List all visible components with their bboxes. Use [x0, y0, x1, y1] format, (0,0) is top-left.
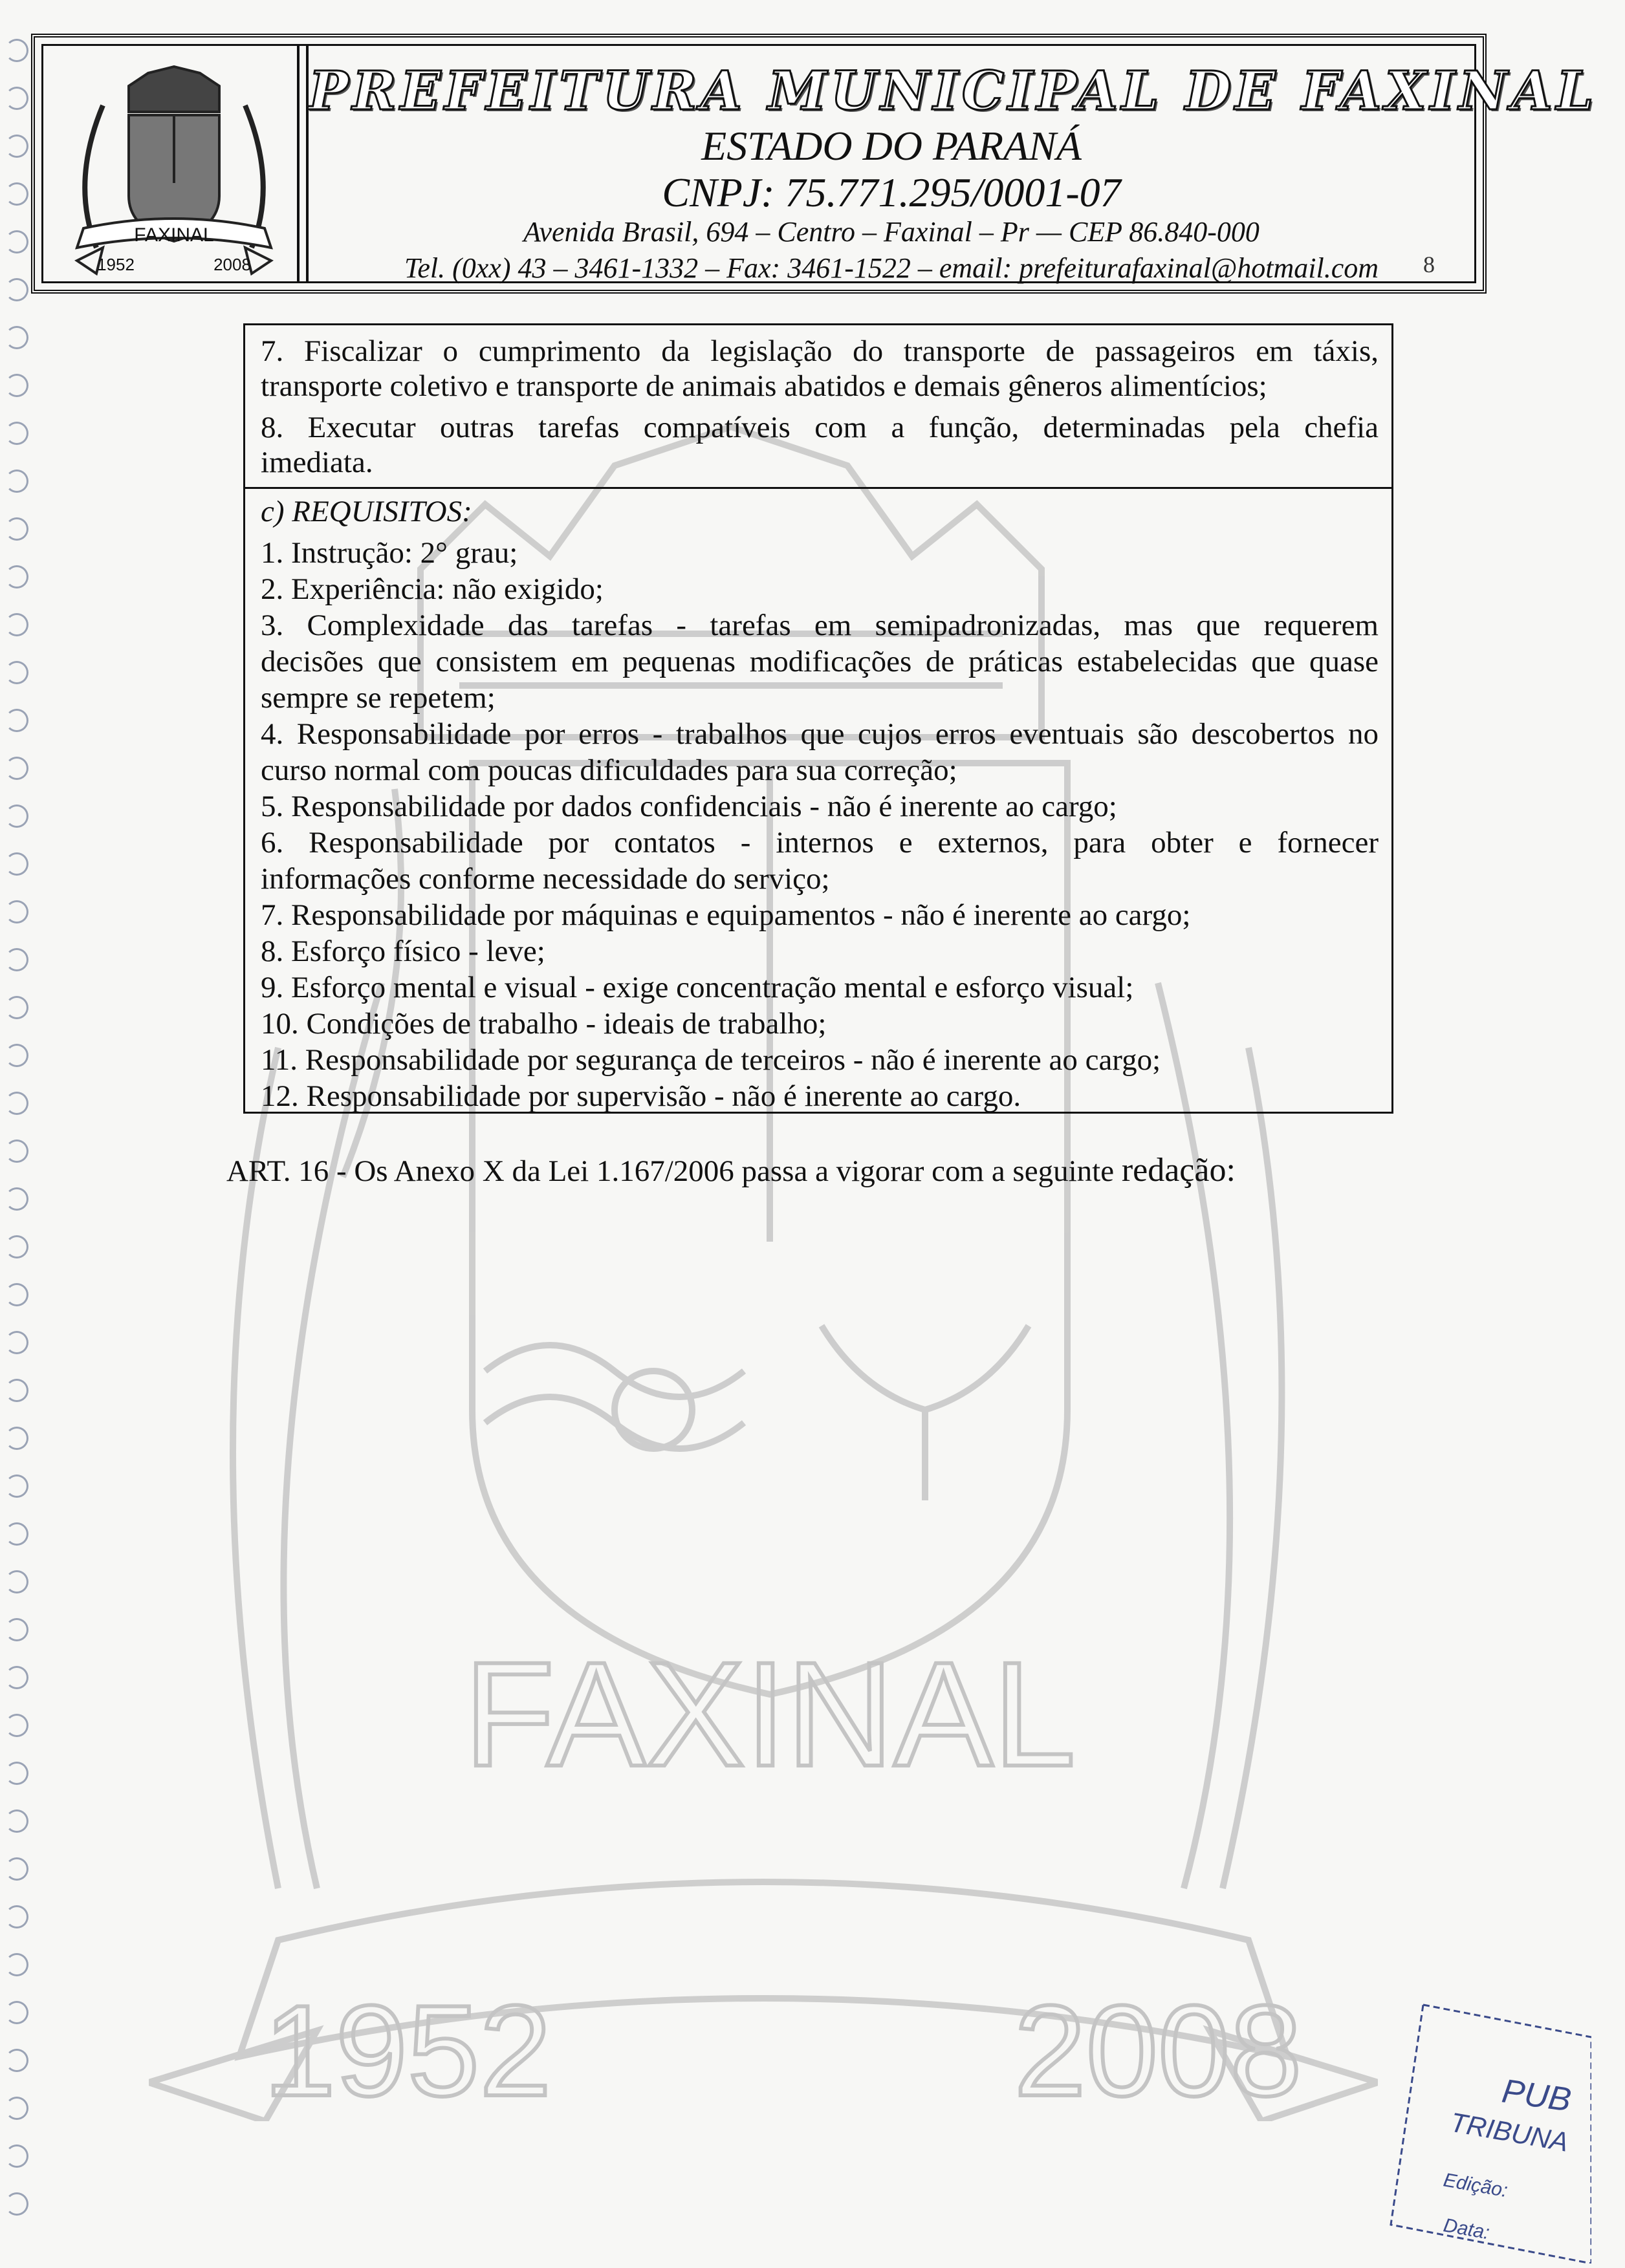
binder-hole: [5, 900, 28, 923]
binder-hole: [5, 1618, 28, 1641]
page-mark: 8: [1423, 252, 1435, 277]
binder-hole: [5, 2192, 28, 2216]
requirement-line: 2. Experiência: não exigido;: [261, 572, 604, 606]
binder-hole: [5, 1522, 28, 1546]
municipality-title: PREFEITURA MUNICIPAL DE FAXINAL: [309, 60, 1598, 122]
binder-hole: [5, 1187, 28, 1211]
binder-hole: [5, 757, 28, 780]
binder-hole: [5, 1809, 28, 1833]
watermark-year-start: 1952: [263, 1979, 552, 2121]
binder-hole: [5, 805, 28, 828]
binder-hole: [5, 565, 28, 589]
binder-hole: [5, 422, 28, 445]
letterhead: [31, 34, 1598, 294]
address-line: Avenida Brasil, 694 – Centro – Faxinal – Pr — CEP 86.840-000: [523, 216, 1260, 248]
requirement-line: 11. Responsabilidade por segurança de terceiros - não é inerente ao cargo;: [261, 1043, 1161, 1077]
contact-line: Tel. (0xx) 43 – 3461-1332 – Fax: 3461-1522 – email: prefeiturafaxinal@hotmail.com: [404, 252, 1379, 284]
binder-hole: [5, 996, 28, 1019]
binder-hole: [5, 1379, 28, 1402]
job-description-box: [243, 323, 1393, 1114]
emblem-year-end: 2008: [213, 255, 251, 274]
requirement-line: 6. Responsabilidade por contatos - internos e externos, para obter e fornecer: [261, 826, 1379, 859]
requirement-line: decisões que consistem em pequenas modificações de práticas estabelecidas que quase: [261, 645, 1379, 678]
publication-stamp: [1378, 1992, 1591, 2263]
watermark-name: FAXINAL: [464, 1631, 1076, 1797]
requirement-line: 8. Esforço físico - leve;: [261, 934, 545, 968]
cnpj-number: CNPJ: 75.771.295/0001-07: [662, 169, 1121, 215]
binder-hole: [5, 517, 28, 541]
binder-hole: [5, 2097, 28, 2120]
binder-hole: [5, 2001, 28, 2024]
requirement-line: 1. Instrução: 2° grau;: [261, 536, 518, 570]
stamp-line-2: TRIBUNA: [1448, 2106, 1571, 2157]
emblem-divider: [297, 46, 309, 281]
requirement-line: 7. Responsabilidade por máquinas e equipamentos - não é inerente ao cargo;: [261, 898, 1191, 932]
binder-hole: [5, 852, 28, 876]
binder-hole: [5, 374, 28, 397]
requirement-line: 4. Responsabilidade por erros - trabalhos que cujos erros eventuais são descobertos no: [261, 717, 1379, 751]
watermark-year-end: 2008: [1014, 1979, 1302, 2121]
duties-section: [245, 325, 1391, 489]
binder-hole: [5, 1092, 28, 1115]
binder-hole: [5, 1570, 28, 1593]
letterhead-frame: [41, 44, 1598, 284]
duty-8-line-1: 8. Executar outras tarefas compatíveis com a função, determinadas pela chefia: [261, 411, 1379, 444]
binder-hole: [5, 182, 28, 206]
binder-hole: [5, 2049, 28, 2072]
binder-hole: [5, 87, 28, 110]
binder-hole: [5, 1905, 28, 1928]
requirement-line: curso normal com poucas dificuldades para sua correção;: [261, 753, 957, 787]
binder-hole: [5, 1953, 28, 1976]
stamp-line-1: PUB: [1500, 2072, 1574, 2119]
article-text: ART. 16 - Os Anexo X da Lei 1.167/2006 passa a vigorar com a seguinte: [226, 1154, 1115, 1188]
duty-7-line-2: transporte coletivo e transporte de animais abatidos e demais gêneros alimentícios;: [261, 369, 1267, 403]
duty-8-line-2: imediata.: [261, 446, 373, 479]
binder-hole: [5, 661, 28, 684]
binder-hole: [5, 2144, 28, 2168]
binder-hole: [5, 1762, 28, 1785]
stamp-line-4: Data:: [1441, 2214, 1492, 2244]
stamp-line-3: Edição:: [1441, 2169, 1510, 2202]
binder-hole: [5, 1427, 28, 1450]
binder-hole: [5, 1666, 28, 1689]
binder-hole: [5, 1857, 28, 1881]
binder-hole: [5, 1474, 28, 1498]
binder-hole: [5, 39, 28, 62]
duty-7-line-1: 7. Fiscalizar o cumprimento da legislação do transporte de passageiros em táxis,: [261, 334, 1379, 368]
binder-hole: [5, 1331, 28, 1354]
binder-hole: [5, 470, 28, 493]
binder-hole: [5, 1044, 28, 1067]
binder-hole: [5, 278, 28, 301]
binder-hole: [5, 613, 28, 636]
requirement-line: 3. Complexidade das tarefas - tarefas em semipadronizadas, mas que requerem: [261, 609, 1379, 642]
binder-hole: [5, 1139, 28, 1163]
requirement-line: 9. Esforço mental e visual - exige concentração mental e esforço visual;: [261, 971, 1134, 1004]
binder-holes: [5, 39, 31, 2251]
binder-hole: [5, 135, 28, 158]
binder-hole: [5, 326, 28, 349]
requirements-title: c) REQUISITOS:: [261, 495, 472, 528]
binder-hole: [5, 948, 28, 971]
binder-hole: [5, 1283, 28, 1306]
binder-hole: [5, 230, 28, 254]
requirement-line: informações conforme necessidade do serviço;: [261, 862, 830, 896]
emblem-name: FAXINAL: [134, 224, 214, 246]
requirement-line: 10. Condições de trabalho - ideais de trabalho;: [261, 1007, 827, 1041]
municipal-emblem-icon: [58, 54, 290, 286]
article-16-paragraph: [226, 1151, 1236, 1189]
binder-hole: [5, 1235, 28, 1258]
binder-hole: [5, 709, 28, 732]
requirement-line: 12. Responsabilidade por supervisão - não é inerente ao cargo.: [261, 1079, 1021, 1113]
requirement-line: sempre se repetem;: [261, 681, 496, 715]
binder-hole: [5, 1714, 28, 1737]
article-last-word: redação:: [1121, 1152, 1236, 1189]
state-name: ESTADO DO PARANÁ: [701, 123, 1082, 169]
emblem-year-start: 1952: [97, 255, 135, 274]
requirement-line: 5. Responsabilidade por dados confidenciais - não é inerente ao cargo;: [261, 790, 1117, 823]
